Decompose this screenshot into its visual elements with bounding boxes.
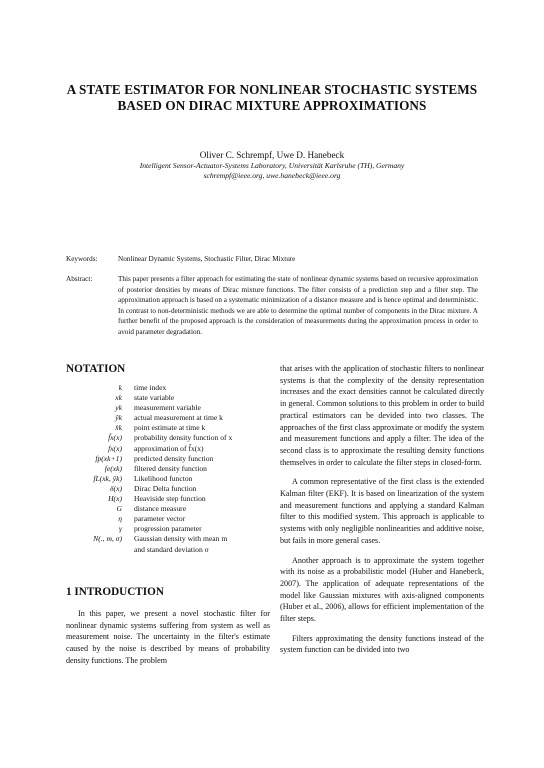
notation-description: progression parameter bbox=[134, 524, 202, 534]
notation-row bbox=[66, 433, 266, 443]
notation-row bbox=[66, 474, 266, 484]
paragraph: A common representative of the first class is the extended Kalman filter (EKF). It is based on linearization of the system and measurement functions and applying a standard Kalman filter to this modified system. This approach is applicable to systems with only negligible nonlinearities and additive noise, but fails in more general cases. bbox=[280, 477, 484, 545]
section-heading-introduction: 1 INTRODUCTION bbox=[66, 586, 164, 598]
title-line-2: BASED ON DIRAC MIXTURE APPROXIMATIONS bbox=[117, 98, 427, 113]
notation-description: point estimate at time k bbox=[134, 423, 206, 433]
right-column-text bbox=[280, 363, 484, 664]
notation-row bbox=[66, 494, 266, 504]
notation-table bbox=[66, 383, 266, 555]
notation-row bbox=[66, 423, 266, 433]
notation-description: Gaussian density with mean m bbox=[134, 534, 228, 544]
notation-symbol: N(., m, σ) bbox=[93, 534, 122, 544]
notation-symbol: ŷk bbox=[115, 413, 122, 423]
notation-row bbox=[66, 514, 266, 524]
authors: Oliver C. Schrempf, Uwe D. Hanebeck bbox=[199, 150, 345, 160]
keywords: Nonlinear Dynamic Systems, Stochastic Filter, Dirac Mixture bbox=[118, 255, 296, 263]
notation-description: actual measurement at time k bbox=[134, 413, 223, 423]
notation-symbol: f̃x(x) bbox=[108, 433, 122, 443]
emails: schrempf@ieee.org, uwe.hanebeck@ieee.org bbox=[203, 171, 341, 180]
notation-symbol: fp(xk+1) bbox=[95, 453, 122, 463]
paragraph: Another approach is to approximate the system together with its noise as a probabilistic model (Huber and Hanebeck, 2007). The application of adequate representations of the model like Gaussian mixtures with axis-aligned components (Huber et al., 2006), allows for efficient implementation of the filter steps. bbox=[280, 555, 484, 624]
abstract: This paper presents a filter approach for estimating the state of nonlinear dynamic systems based on recursive approximation of posterior densities by means of Dirac mixture functions. The filter consists of a prediction step and a filter step. The approximation approach is based on a systematic minimization of a distance measure and is hence optimal and deterministic. In contrast to non-deterministic methods we are able to determine the optimal number of components in the Dirac mixture. A further benefit of the proposed approach is the consideration of measurements during the approximation process in order to avoid parameter degradation. bbox=[118, 275, 478, 336]
paper-title bbox=[40, 82, 504, 114]
notation-description: time index bbox=[134, 383, 167, 392]
notation-symbol: yk bbox=[115, 403, 122, 413]
affiliation-block bbox=[40, 161, 504, 181]
notation-symbol bbox=[66, 545, 134, 555]
notation-row bbox=[66, 534, 266, 544]
notation-row bbox=[66, 504, 266, 514]
notation-symbol: H(x) bbox=[108, 494, 122, 504]
notation-description: probability density function of x bbox=[134, 433, 233, 443]
notation-description: state variable bbox=[134, 393, 175, 403]
notation-row bbox=[66, 444, 266, 454]
notation-description: and standard deviation σ bbox=[134, 544, 209, 554]
notation-description: Dirac Delta function bbox=[134, 483, 197, 493]
notation-description: Likelihood functon bbox=[134, 473, 193, 483]
notation-description: approximation of f̃x(x) bbox=[134, 443, 204, 453]
notation-description: Heaviside step function bbox=[134, 494, 206, 504]
notation-heading: NOTATION bbox=[66, 363, 126, 375]
notation-description: predicted density function bbox=[134, 453, 214, 463]
notation-symbol: fx(x) bbox=[108, 443, 122, 453]
notation-symbol: η bbox=[118, 514, 122, 524]
notation-symbol: fe(xk) bbox=[104, 463, 122, 473]
notation-row bbox=[66, 383, 266, 393]
notation-symbol: xk bbox=[115, 393, 122, 403]
notation-description: parameter vector bbox=[134, 514, 186, 524]
paragraph: Filters approximating the density functions instead of the system function can be divided into two bbox=[280, 633, 484, 655]
notation-row bbox=[66, 464, 266, 474]
notation-description: measurement variable bbox=[134, 403, 201, 413]
notation-description: distance measure bbox=[134, 504, 187, 514]
notation-row bbox=[66, 484, 266, 494]
keywords-label: Keywords: bbox=[66, 255, 98, 263]
notation-symbol: fL(xk, ŷk) bbox=[93, 473, 122, 483]
notation-row bbox=[66, 454, 266, 464]
notation-symbol: δ(x) bbox=[110, 483, 122, 493]
left-column-text bbox=[66, 608, 270, 675]
notation-symbol: γ bbox=[119, 524, 122, 534]
abstract-label: Abstract: bbox=[66, 275, 93, 283]
affiliation: Intelligent Sensor-Actuator-Systems Laboratory, Universität Karlsruhe (TH), Germany bbox=[139, 161, 405, 170]
notation-row bbox=[66, 545, 266, 555]
notation-symbol: G bbox=[116, 504, 122, 514]
notation-row bbox=[66, 413, 266, 423]
notation-symbol: x̂k bbox=[115, 423, 122, 433]
notation-row bbox=[66, 393, 266, 403]
notation-row bbox=[66, 524, 266, 534]
notation-symbol: k bbox=[118, 383, 122, 392]
intro-paragraph: In this paper, we present a novel stochastic filter for nonlinear dynamic systems suffering from system as well as measurement noise. The uncertainty in the filter's estimate caused by the noise is described by means of probability density functions. The problem bbox=[66, 609, 270, 665]
title-line-1: A STATE ESTIMATOR FOR NONLINEAR STOCHASTIC SYSTEMS bbox=[66, 82, 478, 97]
paragraph: that arises with the application of stochastic filters to nonlinear systems is that the complexity of the density representation increases and the exact densities cannot be calculated directly in general. Common solutions to this problem in order to build practical estimators can be devided into two classes. The approaches of the first class approximate or modify the system and measurement functions and apply a filter. The idea of the second class is to approximate the resulting density functions themselves in order to calculate the filter steps in closed-form. bbox=[280, 364, 484, 467]
notation-row bbox=[66, 403, 266, 413]
notation-description: filtered density function bbox=[134, 463, 207, 473]
